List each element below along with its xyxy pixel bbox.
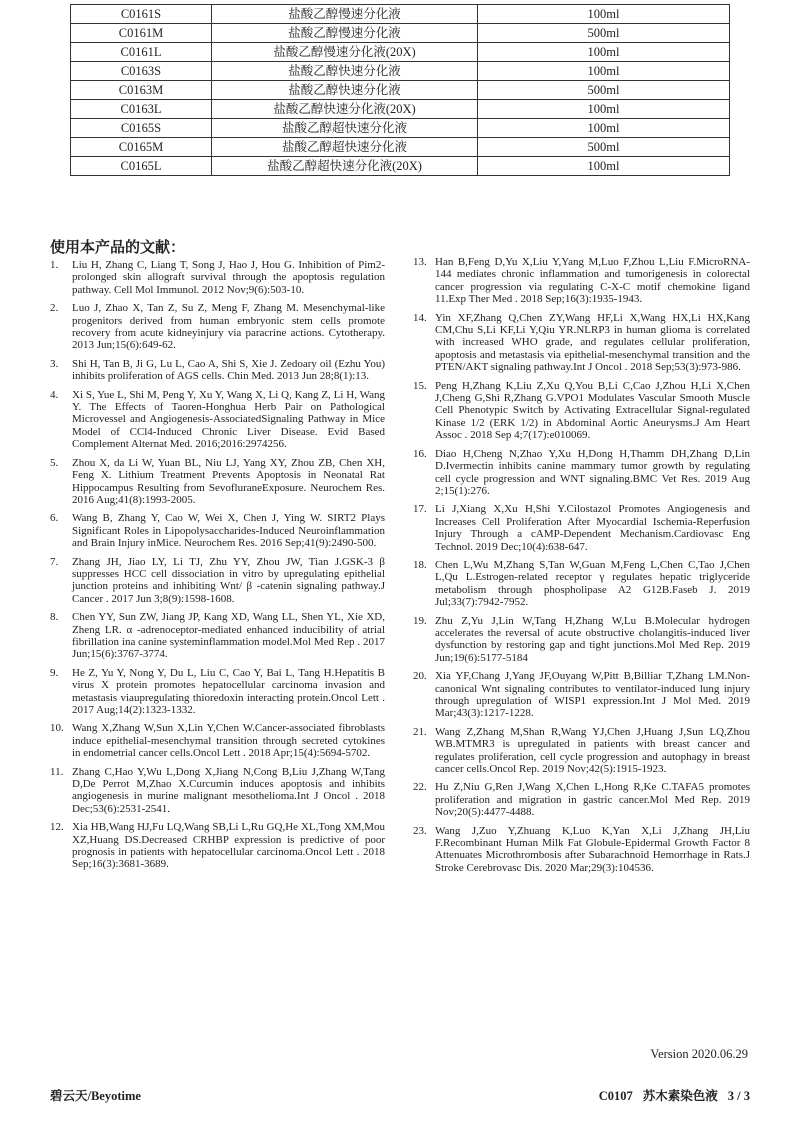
- reference-number: 17.: [413, 503, 427, 516]
- references-list-right: [413, 256, 750, 880]
- size-cell: 100ml: [478, 5, 730, 24]
- name-cell: 盐酸乙醇慢速分化液: [212, 24, 478, 43]
- reference-item: [413, 670, 750, 720]
- reference-text: Luo J, Zhao X, Tan Z, Su Z, Meng F, Zhang M. Mesenchymal-like progenitors derived from human embryonic stem cells promote recovery from acute kidneyinjury via paracrine actions. Cytotherapy. 2013 Jun;15(6):649-62.: [72, 302, 385, 352]
- reference-text: Zhu Z,Yu J,Lin W,Tang H,Zhang W,Lu B.Molecular hydrogen accelerates the reversal of acute obstructive cholangitis-induced liver dysfunction by restoring gap and tight junctions.Mol Med Rep. 2019 Jun;19(6):5177-5184: [435, 614, 750, 664]
- reference-item: [50, 766, 385, 816]
- product-table: [70, 4, 730, 176]
- reference-number: 1.: [50, 259, 59, 271]
- reference-text: Wang B, Zhang Y, Cao W, Wei X, Chen J, Ying W. SIRT2 Plays Significant Roles in Lipopolysaccharides-Induced Neuroinflammation and Brain Injury inMice. Neurochem Res. 2016 Sep;41(9):2490-500.: [72, 512, 385, 550]
- reference-text: Li J,Xiang X,Xu H,Shi Y.Cilostazol Promotes Angiogenesis and Increases Cell Proliferation After Myocardial Ischemia-Reperfusion Injury Through a cAMP-Dependent Mechanism.Cardiovasc Eng Technol. 2019 Dec;10(4):638-647.: [435, 503, 750, 553]
- reference-text: Diao H,Cheng N,Zhao Y,Xu H,Dong H,Thamm DH,Zhang D,Lin D.Ivermectin inhibits canine mammary tumor growth by regulating cell cycle progression and WNT signaling.BMC Vet Res. 2019 Aug 2;15(1):276.: [435, 447, 750, 497]
- reference-text: Chen L,Wu M,Zhang S,Tan W,Guan M,Feng L,Chen C,Tao J,Chen L,Qu L.Estrogen-related receptor γ regulates hepatic triglyceride metabolism through phospholipase A2 G12B.Faseb J. 2019 Jul;33(7):7942-7952.: [435, 558, 750, 609]
- reference-item: [413, 615, 750, 665]
- name-cell: 盐酸乙醇慢速分化液: [212, 5, 478, 24]
- reference-item: [50, 556, 385, 606]
- size-cell: 100ml: [478, 62, 730, 81]
- catalog-cell: C0165M: [71, 138, 212, 157]
- reference-number: 12.: [50, 821, 64, 834]
- size-cell: 100ml: [478, 119, 730, 138]
- reference-item: [413, 380, 750, 442]
- reference-item: [413, 559, 750, 609]
- references-list-left: [50, 259, 385, 877]
- reference-item: [50, 259, 385, 296]
- reference-number: 7.: [50, 555, 59, 568]
- footer-catalog: C0107: [598, 1089, 633, 1103]
- reference-text: Wang Z,Zhang M,Shan R,Wang YJ,Chen J,Huang J,Sun LQ,Zhou WB.MTMR3 is upregulated in patients with breast cancer and regulates proliferation, cell cycle progression and autophagy in breast cancer cells.Oncol Rep. 2019 Nov;42(5):1915-1923.: [435, 725, 750, 776]
- size-cell: 100ml: [478, 100, 730, 119]
- reference-text: Wang J,Zuo Y,Zhuang K,Luo K,Yan X,Li J,Zhang JH,Liu F.Recombinant Human Milk Fat Globule-Epidermal Growth Factor 8 Attenuates Microthrombosis after Subarachnoid Hemorrhage in Rats.J Stroke Cerebrovasc Dis. 2020 Mar;29(3):104536.: [435, 824, 750, 874]
- name-cell: 盐酸乙醇快速分化液: [212, 62, 478, 81]
- reference-text: Hu Z,Niu G,Ren J,Wang X,Chen L,Hong R,Ke C.TAFA5 promotes proliferation and migration in gastric cancer.Mol Med Rep. 2019 Nov;20(5):4477-4488.: [435, 781, 750, 819]
- reference-number: 5.: [50, 456, 59, 469]
- reference-item: [50, 722, 385, 759]
- reference-item: [413, 256, 750, 306]
- table-row: [71, 157, 730, 176]
- reference-text: Xia HB,Wang HJ,Fu LQ,Wang SB,Li L,Ru GQ,He XL,Tong XM,Mou XZ,Huang DS.Decreased CRHBP expression is predictive of poor prognosis in patients with hepatocellular carcinoma.Oncol Lett . 2018 Sep;16(3):3681-3689.: [72, 821, 385, 871]
- reference-number: 10.: [50, 722, 64, 735]
- reference-number: 8.: [50, 611, 59, 624]
- reference-text: Han B,Feng D,Yu X,Liu Y,Yang M,Luo F,Zhou L,Liu F.MicroRNA-144 mediates chronic inflammation and tumorigenesis in colorectal cancer progression via regulating C-X-C motif chemokine ligand 11.Exp Ther Med . 2018 Sep;16(3):1935-1943.: [435, 256, 750, 306]
- reference-number: 23.: [413, 824, 427, 837]
- catalog-cell: C0161L: [71, 43, 212, 62]
- version-label: Version 2020.06.29: [650, 1047, 748, 1061]
- reference-item: [413, 781, 750, 818]
- name-cell: 盐酸乙醇超快速分化液: [212, 119, 478, 138]
- size-cell: 500ml: [478, 138, 730, 157]
- table-row: [71, 81, 730, 100]
- reference-number: 4.: [50, 388, 59, 401]
- catalog-cell: C0163S: [71, 62, 212, 81]
- reference-number: 13.: [413, 256, 427, 268]
- reference-item: [413, 503, 750, 553]
- reference-number: 21.: [413, 725, 427, 738]
- name-cell: 盐酸乙醇快速分化液: [212, 81, 478, 100]
- reference-item: [50, 611, 385, 661]
- reference-item: [50, 389, 385, 451]
- name-cell: 盐酸乙醇快速分化液(20X): [212, 100, 478, 119]
- size-cell: 100ml: [478, 157, 730, 176]
- reference-item: [50, 358, 385, 383]
- reference-text: Xi S, Yue L, Shi M, Peng Y, Xu Y, Wang X, Li Q, Kang Z, Li H, Wang Y. The Effects of Taoren-Honghua Herb Pair on Pathological Microvessel and Angiogenesis-AssociatedSignaling Pathway in Mice Model of CCl4-Induced Chronic Liver Disease. Evid Based Complement Alternat Med. 2016;2016:2974256.: [72, 388, 385, 451]
- reference-number: 16.: [413, 447, 427, 460]
- reference-number: 22.: [413, 781, 427, 794]
- reference-text: Xia YF,Chang J,Yang JF,Ouyang W,Pitt B,Billiar T,Zhang LM.Non-canonical Wnt signaling contributes to ventilator-induced lung injury through upregulation of WISP1 expression.Int J Mol Med. 2019 Mar;43(3):1217-1228.: [435, 670, 750, 720]
- table-row: [71, 138, 730, 157]
- catalog-cell: C0161M: [71, 24, 212, 43]
- catalog-cell: C0165L: [71, 157, 212, 176]
- reference-number: 9.: [50, 666, 59, 679]
- reference-number: 15.: [413, 379, 427, 392]
- reference-number: 14.: [413, 311, 427, 324]
- reference-item: [413, 825, 750, 875]
- reference-text: Zhang JH, Jiao LY, Li TJ, Zhu YY, Zhou JW, Tian J.GSK-3 β suppresses HCC cell dissociation in vitro by upregulating epithelial junction proteins and inhibiting Wnt/ β -catenin signaling pathway.J Cancer . 2017 Jun 3;8(9):1598-1608.: [72, 555, 385, 605]
- footer-page: 3 / 3: [727, 1089, 750, 1103]
- table-row: [71, 100, 730, 119]
- reference-number: 11.: [50, 765, 64, 778]
- reference-item: [50, 457, 385, 507]
- catalog-cell: C0161S: [71, 5, 212, 24]
- footer-brand: 碧云天/Beyotime: [50, 1089, 141, 1103]
- catalog-cell: C0165S: [71, 119, 212, 138]
- reference-number: 6.: [50, 512, 59, 525]
- reference-number: 19.: [413, 614, 427, 627]
- reference-number: 20.: [413, 670, 427, 683]
- footer-info: [589, 1086, 750, 1104]
- reference-item: [50, 821, 385, 871]
- reference-item: [50, 302, 385, 352]
- references-heading: 使用本产品的文献：: [50, 238, 186, 256]
- reference-text: Yin XF,Zhang Q,Chen ZY,Wang HF,Li X,Wang HX,Li HX,Kang CM,Chu S,Li KF,Li Y,Qiu YR.NLRP3 in human glioma is correlated with increased WHO grade, and regulates cellular proliferation, apoptosis and metastasis via epithelial-mesenchymal transition and the PTEN/AKT signaling pathway.Int J Oncol . 2018 Sep;53(3):973-986.: [435, 311, 750, 374]
- reference-number: 18.: [413, 558, 427, 571]
- size-cell: 500ml: [478, 81, 730, 100]
- table-row: [71, 62, 730, 81]
- reference-text: He Z, Yu Y, Nong Y, Du L, Liu C, Cao Y, Bai L, Tang H.Hepatitis B virus X protein promotes hepatocellular carcinoma invasion and metastasis viaupregulating thioredoxin interacting protein.Oncol Lett . 2017 Aug;14(2):1323-1332.: [72, 666, 385, 716]
- reference-item: [413, 726, 750, 776]
- reference-item: [413, 312, 750, 374]
- table-row: [71, 5, 730, 24]
- reference-text: Wang X,Zhang W,Sun X,Lin Y,Chen W.Cancer-associated fibroblasts induce epithelial-mesenchymal transition through secreted cytokines in endometrial cancer cells.Oncol Lett . 2018 Apr;15(4):5694-5702.: [72, 722, 385, 760]
- size-cell: 100ml: [478, 43, 730, 62]
- size-cell: 500ml: [478, 24, 730, 43]
- reference-text: Peng H,Zhang K,Liu Z,Xu Q,You B,Li C,Cao J,Zhou H,Li X,Chen J,Cheng G,Shi R,Zhang G.VPO1 Modulates Vascular Smooth Muscle Cell Phenotypic Switch by Activating Extracellular Signal-regulated Kinase 1/2 (ERK 1/2) in Abdominal Aortic Aneurysms.J Am Heart Assoc . 2018 Sep 4;7(17):e010069.: [435, 379, 750, 442]
- catalog-cell: C0163M: [71, 81, 212, 100]
- table-row: [71, 43, 730, 62]
- table-row: [71, 119, 730, 138]
- reference-item: [50, 512, 385, 549]
- reference-text: Liu H, Zhang C, Liang T, Song J, Hao J, Hou G. Inhibition of Pim2-prolonged skin allograft survival through the apoptosis regulation pathway. Cell Mol Immunol. 2012 Nov;9(6):503-10.: [72, 259, 385, 296]
- reference-text: Zhou X, da Li W, Yuan BL, Niu LJ, Yang XY, Zhou ZB, Chen XH, Feng X. Lithium Treatment Prevents Apoptosis in Neonatal Rat Hippocampus Resulting from SevofluraneExposure. Neurochem Res. 2016 Aug;41(8):1993-2005.: [72, 456, 385, 506]
- reference-text: Shi H, Tan B, Ji G, Lu L, Cao A, Shi S, Xie J. Zedoary oil (Ezhu You) inhibits proliferation of AGS cells. Chin Med. 2013 Jun 28;8(1):13.: [72, 357, 385, 383]
- table-row: [71, 24, 730, 43]
- reference-number: 2.: [50, 302, 59, 315]
- catalog-cell: C0163L: [71, 100, 212, 119]
- name-cell: 盐酸乙醇慢速分化液(20X): [212, 43, 478, 62]
- name-cell: 盐酸乙醇超快速分化液: [212, 138, 478, 157]
- reference-number: 3.: [50, 357, 59, 370]
- reference-text: Zhang C,Hao Y,Wu L,Dong X,Jiang N,Cong B,Liu J,Zhang W,Tang D,De Perrot M,Zhao X.Curcumin induces apoptosis and inhibits angiogenesis in murine malignant mesothelioma.Int J Oncol . 2018 Dec;53(6):2531-2541.: [72, 765, 385, 815]
- name-cell: 盐酸乙醇超快速分化液(20X): [212, 157, 478, 176]
- reference-item: [413, 448, 750, 498]
- reference-item: [50, 667, 385, 717]
- reference-text: Chen YY, Sun ZW, Jiang JP, Kang XD, Wang LL, Shen YL, Xie XD, Zheng LR. α -adrenoceptor-mediated enhanced inducibility of atrial fibrillation ina canine systeminflammation model.Mol Med Rep . 2017 Jun;15(6):3767-3774.: [72, 611, 385, 661]
- footer-product: 苏木素染色液: [642, 1089, 718, 1103]
